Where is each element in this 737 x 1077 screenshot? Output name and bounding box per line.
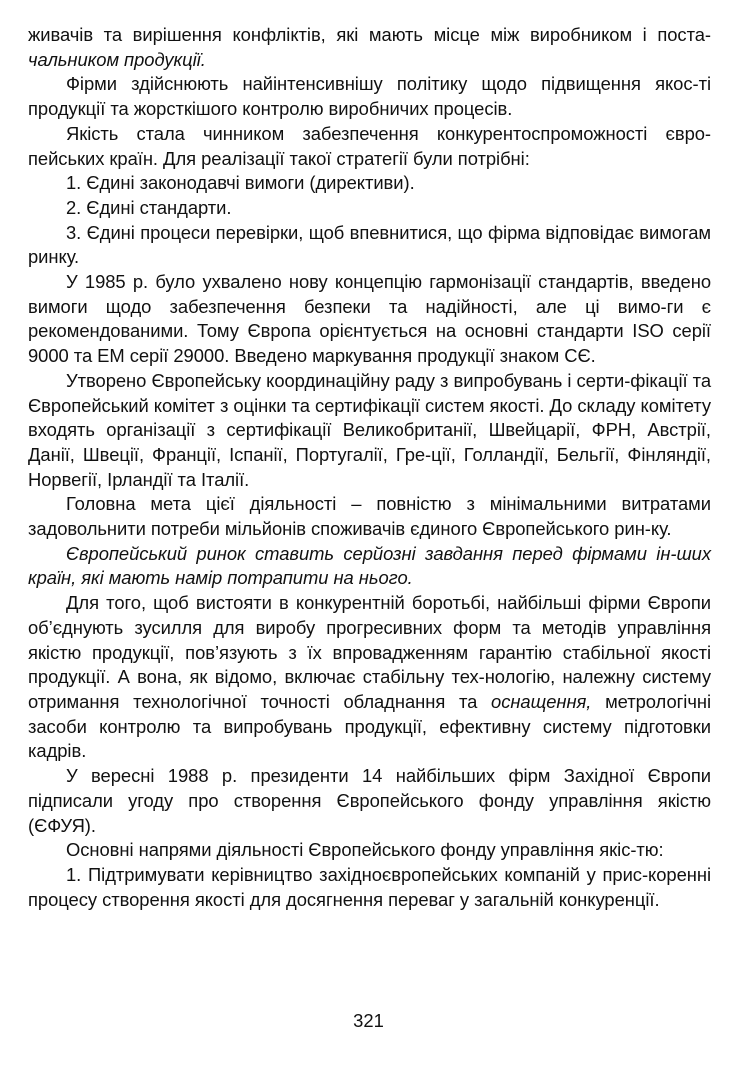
body-text [28,23,711,912]
italic-text: чальником продукції. [28,48,206,70]
page-number: 321 [353,1010,384,1031]
text-segment: живачів та вирішення конфліктів, які мають місце між виробником і поста- [28,24,711,45]
paragraph [28,122,711,171]
paragraph [28,171,711,196]
text-segment: У вересні 1988 р. президенти 14 найбільших фірм Західної Європи підписали угоду про створення Європейського фонду управління якістю (ЄФУЯ). [28,765,711,836]
text-segment: Утворено Європейську координаційну раду з випробувань і серти-фікації та Європейський комітет з оцінки та сертифікації систем якості. До складу комітету входять організації з сертифікації Великобританії, Швейцарії, ФРН, Австрії, Данії, Швеції, Франції, Іспанії, Португалії, Гре-ції, Голландії, Бельгії, Фінляндії, Норвегії, Ірландії та Італії. [28,369,711,490]
paragraph [28,542,711,591]
text-segment: У 1985 р. було ухвалено нову концепцію гармонізації стандартів, введено вимоги щодо забезпечення безпеки та надійності, але ці вимо-ги є рекомендованими. Тому Європа орієнтується на основні стандарти ISO серії 9000 та ЕМ серії 29000. Введено маркування продукції знаком СЄ. [28,271,711,367]
paragraph [28,221,711,270]
paragraph [28,270,711,369]
text-segment: метрологічні засоби контролю та випробувань продукції, ефективну систему підготовки кадрів. [28,690,711,762]
text-segment: Для того, щоб вистояти в конкурентній боротьбі, найбільші фірми Європи об’єднують зусилля для виробу прогресивних форм та методів управління якістю продукції, пов’язують з їх впровадженням гарантію стабільної якості продукції. А вона, як відомо, включає стабільну тех-нологію, належну систему отримання технологічної точності обладнання та [28,592,711,712]
paragraph [28,369,711,493]
italic-text: Європейський ринок ставить серйозні завдання перед фірмами ін-ших країн, які мають намір потрапити на нього. [28,542,711,589]
text-segment: 3. Єдині процеси перевірки, щоб впевнитися, що фірма відповідає вимогам ринку. [28,221,711,268]
paragraph [28,196,711,221]
text-segment: 2. Єдині стандарти. [66,196,232,218]
italic-text: оснащення, [491,690,592,712]
text-segment: 1. Підтримувати керівництво західноєвропейських компаній у прис-коренні процесу створення якості для досягнення переваг у загальній конкуренції. [28,863,711,910]
text-segment: 1. Єдині законодавчі вимоги (директиви). [66,172,415,194]
paragraph [28,23,711,72]
paragraph [28,72,711,121]
paragraph [28,863,711,912]
paragraph [28,492,711,541]
text-segment: Основні напрями діяльності Європейського фонду управління якіс-тю: [66,839,664,861]
text-segment: Головна мета цієї діяльності – повністю з мінімальними витратами задовольнити потреби мільйонів споживачів єдиного Європейського рин-ку. [28,493,711,540]
paragraph [28,591,711,764]
text-segment: Фірми здійснюють найінтенсивнішу політику щодо підвищення якос-ті продукції та жорсткішого контролю виробничих процесів. [28,73,711,120]
paragraph [28,764,711,838]
text-segment: Якість стала чинником забезпечення конкурентоспроможності євро-пейських країн. Для реалізації такої стратегії були потрібні: [28,122,711,169]
paragraph [28,838,711,863]
